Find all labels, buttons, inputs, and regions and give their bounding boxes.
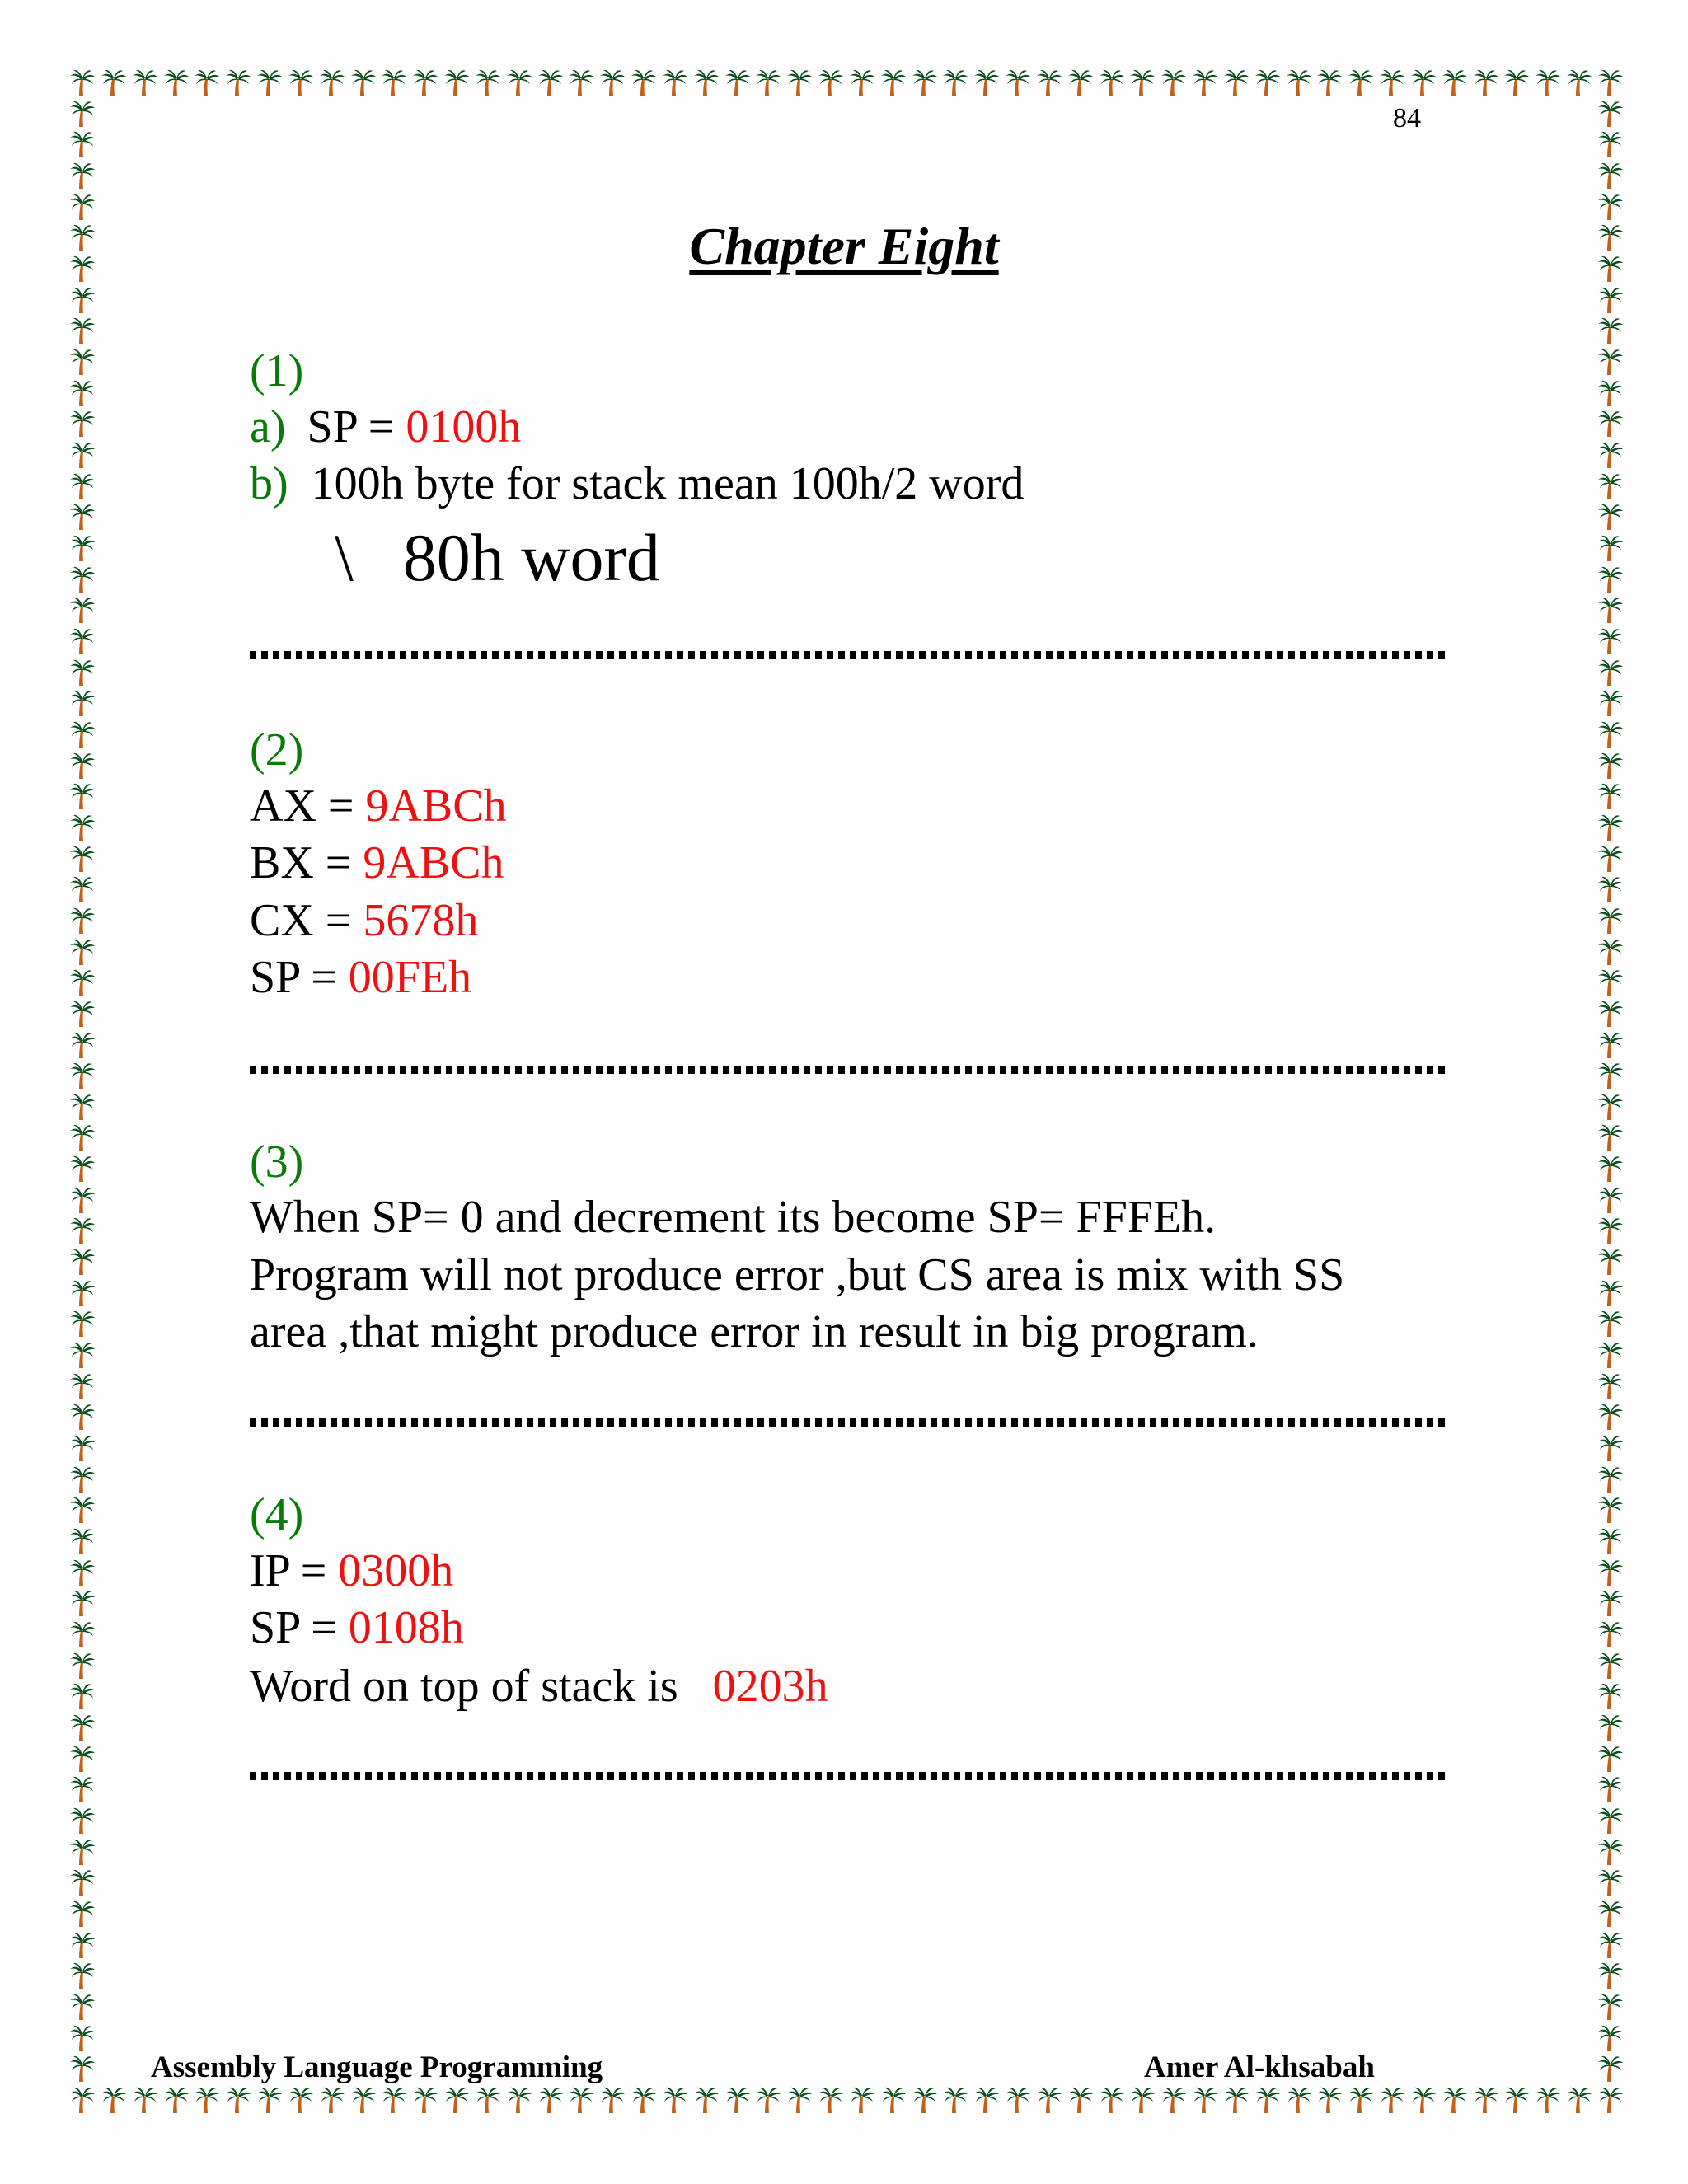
palm-tree-icon [101,2085,127,2115]
palm-tree-icon [1223,68,1250,97]
palm-tree-icon [662,68,688,97]
palm-tree-icon [163,2085,190,2115]
palm-tree-icon [1597,1465,1624,1494]
palm-tree-icon [1597,1092,1624,1122]
palm-tree-icon [1535,68,1561,97]
palm-tree-icon [69,1558,96,1587]
chapter-title: Chapter Eight [689,217,999,275]
sp-line [250,1601,464,1654]
palm-tree-icon [1597,1402,1624,1432]
palm-tree-icon [849,2085,875,2115]
register-name: BX = [250,837,363,888]
palm-tree-icon [912,68,938,97]
palm-tree-icon [69,1340,96,1370]
palm-tree-icon [69,1309,96,1338]
palm-tree-icon [818,68,844,97]
palm-tree-icon [1379,68,1405,97]
dotted-separator [250,1066,1447,1074]
ip-line [250,1544,453,1597]
register-line [250,837,504,889]
palm-tree-icon [1597,1837,1624,1867]
palm-tree-icon [1597,1930,1624,1960]
palm-tree-icon [1192,68,1218,97]
palm-tree-icon [69,595,96,625]
palm-tree-icon [1597,1216,1624,1245]
palm-tree-icon [69,502,96,532]
palm-tree-icon [163,68,190,97]
palm-tree-icon [69,1774,96,1804]
palm-tree-icon [755,2085,781,2115]
palm-tree-icon [724,68,751,97]
palm-tree-icon [1473,2085,1499,2115]
palm-tree-icon [69,1495,96,1525]
palm-tree-icon [69,999,96,1029]
answer-line: When SP= 0 and decrement its become SP= FFFEh. [250,1192,1217,1243]
palm-tree-icon [1067,2085,1094,2115]
palm-tree-icon [1597,1681,1624,1711]
palm-tree-icon [69,1154,96,1183]
palm-tree-icon [599,2085,626,2115]
palm-tree-icon [69,99,96,129]
palm-tree-icon [225,2085,251,2115]
dotted-separator [250,651,1447,659]
palm-tree-icon [1597,999,1624,1029]
palm-tree-icon [69,1278,96,1308]
palm-tree-icon [1597,688,1624,718]
palm-tree-icon [1597,751,1624,780]
palm-tree-icon [1597,2023,1624,2053]
palm-tree-icon [1597,316,1624,345]
palm-tree-icon [1597,129,1624,159]
palm-tree-icon [786,68,813,97]
palm-tree-icon [1316,68,1343,97]
palm-tree-icon [319,68,345,97]
palm-tree-icon [475,2085,501,2115]
palm-tree-icon [256,68,283,97]
palm-tree-icon [69,719,96,749]
palm-tree-icon [69,1371,96,1401]
palm-tree-icon [1597,1744,1624,1774]
palm-tree-icon [69,1713,96,1742]
palm-tree-icon [1597,99,1624,129]
palm-tree-icon [69,68,96,97]
palm-tree-icon [69,1806,96,1835]
palm-tree-icon [69,2054,96,2083]
palm-tree-icon [69,1868,96,1897]
palm-tree-icon [1597,565,1624,594]
palm-tree-icon [693,2085,720,2115]
palm-tree-icon [132,2085,158,2115]
stack-top-text: Word on top of stack is [250,1661,713,1712]
palm-tree-icon [1566,68,1592,97]
palm-tree-icon [942,2085,968,2115]
palm-tree-icon [1597,1558,1624,1587]
palm-tree-icon [443,2085,470,2115]
ip-value: 0300h [338,1545,454,1596]
palm-tree-icon [1535,2085,1561,2115]
palm-tree-icon [1254,2085,1281,2115]
palm-tree-icon [69,1619,96,1649]
dotted-separator [250,1772,1447,1780]
register-name: AX = [250,780,366,832]
palm-tree-icon [1160,68,1187,97]
palm-tree-icon [1566,2085,1592,2115]
palm-tree-icon [69,1433,96,1463]
palm-tree-icon [69,285,96,315]
question-1-label: (1) [250,345,304,396]
dotted-separator [250,1418,1447,1427]
palm-tree-icon [631,68,657,97]
palm-tree-icon [1597,906,1624,935]
palm-tree-icon [69,2085,96,2115]
palm-tree-icon [1597,968,1624,997]
question-1-a [250,401,521,453]
palm-tree-icon [1503,2085,1530,2115]
palm-tree-icon [1597,1495,1624,1525]
palm-tree-icon [381,2085,407,2115]
stack-top-value: 0203h [712,1661,828,1712]
palm-tree-icon [568,68,594,97]
palm-tree-icon [973,2085,1000,2115]
palm-tree-icon [132,68,158,97]
question-2-label: (2) [250,724,304,776]
palm-tree-icon [1597,1030,1624,1060]
palm-tree-icon [1597,1309,1624,1338]
palm-tree-icon [69,1030,96,1060]
palm-tree-icon [1597,409,1624,438]
palm-tree-icon [1442,68,1468,97]
palm-tree-icon [880,68,907,97]
palm-tree-icon [69,1930,96,1960]
palm-tree-icon [319,2085,345,2115]
palm-tree-icon [69,1837,96,1867]
palm-tree-icon [350,68,377,97]
palm-tree-icon [1597,1247,1624,1277]
palm-tree-icon [1099,2085,1125,2115]
register-line [250,780,507,832]
palm-tree-icon [1597,658,1624,687]
palm-tree-icon [1129,2085,1156,2115]
register-line [250,951,471,1004]
answer-line: area ,that might produce error in result in big program. [250,1306,1259,1357]
palm-tree-icon [69,440,96,470]
palm-tree-icon [818,2085,844,2115]
palm-tree-icon [1597,1371,1624,1401]
palm-tree-icon [69,1992,96,2022]
palm-tree-icon [1254,68,1281,97]
palm-tree-icon [1192,2085,1218,2115]
palm-tree-icon [69,1651,96,1680]
palm-tree-icon [69,937,96,967]
palm-tree-icon [1036,68,1062,97]
palm-tree-icon [69,347,96,377]
palm-tree-icon [69,2023,96,2053]
palm-tree-icon [1597,285,1624,315]
palm-tree-icon [69,906,96,935]
question-1-b [250,457,1024,510]
palm-tree-icon [1410,2085,1437,2115]
palm-tree-icon [69,688,96,718]
palm-tree-icon [443,68,470,97]
palm-tree-icon [506,2085,532,2115]
register-value: 00FEh [348,952,472,1003]
palm-tree-icon [1160,2085,1187,2115]
palm-tree-icon [1597,1433,1624,1463]
palm-tree-icon [1597,161,1624,190]
palm-tree-icon [194,2085,220,2115]
palm-tree-icon [1597,2054,1624,2083]
palm-tree-icon [755,68,781,97]
palm-tree-icon [1597,1278,1624,1308]
item-a-text: SP = [307,401,406,452]
palm-tree-icon [1597,1185,1624,1215]
palm-tree-icon [1597,844,1624,874]
footer-book-title: Assembly Language Programming [151,2050,603,2084]
palm-tree-icon [1597,502,1624,532]
palm-tree-icon [599,68,626,97]
item-a-label: a) [250,401,286,452]
palm-tree-icon [1597,378,1624,408]
palm-tree-icon [1597,1526,1624,1556]
register-value: 5678h [363,895,479,946]
palm-tree-icon [1597,1992,1624,2022]
palm-tree-icon [1597,1061,1624,1090]
palm-tree-icon [1597,1588,1624,1618]
palm-tree-icon [1597,440,1624,470]
palm-tree-icon [1597,1713,1624,1742]
footer-author: Amer Al-khsabah [1144,2050,1375,2084]
palm-tree-icon [1503,68,1530,97]
sp-value: 0108h [348,1602,464,1653]
palm-tree-icon [1597,1899,1624,1929]
palm-tree-icon [1597,1340,1624,1370]
palm-tree-icon [69,378,96,408]
palm-tree-icon [101,68,127,97]
palm-tree-icon [1129,68,1156,97]
palm-tree-icon [69,409,96,438]
palm-tree-icon [194,68,220,97]
palm-tree-icon [1286,2085,1312,2115]
palm-tree-icon [1597,595,1624,625]
palm-tree-icon [631,2085,657,2115]
palm-tree-icon [537,2085,564,2115]
palm-tree-icon [69,533,96,563]
palm-tree-icon [1379,2085,1405,2115]
palm-tree-icon [69,626,96,656]
register-value: 9ABCh [365,780,507,832]
palm-tree-icon [1442,2085,1468,2115]
palm-tree-icon [69,129,96,159]
question-1-result [335,519,660,597]
palm-tree-icon [506,68,532,97]
palm-tree-icon [1597,1619,1624,1649]
palm-tree-icon [1597,471,1624,501]
palm-tree-icon [693,68,720,97]
palm-tree-icon [69,316,96,345]
palm-tree-icon [69,813,96,842]
palm-tree-icon [724,2085,751,2115]
palm-tree-icon [1597,347,1624,377]
palm-tree-icon [1316,2085,1343,2115]
item-b-label: b) [250,458,288,509]
palm-tree-icon [69,1185,96,1215]
item-b-text: 100h byte for stack mean 100h/2 word [311,458,1025,509]
palm-tree-icon [288,2085,314,2115]
result-text: 80h word [402,520,660,595]
palm-tree-icon [1597,937,1624,967]
palm-tree-icon [412,2085,438,2115]
question-4-label: (4) [250,1489,304,1540]
palm-tree-icon [69,1092,96,1122]
palm-tree-icon [1067,68,1094,97]
register-name: SP = [250,952,349,1003]
palm-tree-icon [849,68,875,97]
palm-tree-icon [69,751,96,780]
palm-tree-icon [412,68,438,97]
palm-tree-icon [1597,813,1624,842]
palm-tree-icon [1597,533,1624,563]
palm-tree-icon [69,1247,96,1277]
palm-tree-icon [69,1061,96,1090]
palm-tree-icon [69,471,96,501]
palm-tree-icon [1223,2085,1250,2115]
palm-tree-icon [381,68,407,97]
palm-tree-icon [69,1465,96,1494]
palm-tree-icon [568,2085,594,2115]
therefore-symbol: \ [335,520,354,595]
palm-tree-icon [973,68,1000,97]
palm-tree-icon [69,1402,96,1432]
palm-tree-icon [69,1899,96,1929]
palm-tree-icon [1036,2085,1062,2115]
palm-tree-icon [69,161,96,190]
palm-tree-icon [1597,626,1624,656]
palm-tree-icon [69,844,96,874]
palm-tree-icon [69,968,96,997]
palm-tree-icon [880,2085,907,2115]
palm-tree-icon [69,565,96,594]
palm-tree-icon [1597,1154,1624,1183]
palm-tree-icon [786,2085,813,2115]
palm-tree-icon [69,874,96,904]
palm-tree-icon [1473,68,1499,97]
palm-tree-icon [1410,68,1437,97]
palm-tree-icon [69,1216,96,1245]
palm-tree-icon [1286,68,1312,97]
question-3-label: (3) [250,1137,304,1188]
palm-tree-icon [1597,1774,1624,1804]
palm-tree-icon [69,1744,96,1774]
palm-tree-icon [69,1526,96,1556]
palm-tree-icon [1597,1651,1624,1680]
palm-tree-icon [288,68,314,97]
palm-tree-icon [1597,1961,1624,1990]
palm-tree-icon [1597,874,1624,904]
palm-tree-icon [942,68,968,97]
palm-tree-icon [1348,2085,1374,2115]
palm-tree-icon [350,2085,377,2115]
palm-tree-icon [1005,2085,1031,2115]
palm-tree-icon [1597,1868,1624,1897]
palm-tree-icon [662,2085,688,2115]
palm-tree-icon [1597,781,1624,811]
palm-tree-icon [69,658,96,687]
sp-text: SP = [250,1602,349,1653]
palm-tree-icon [1597,68,1624,97]
palm-tree-icon [1597,2085,1624,2115]
answer-line: Program will not produce error ,but CS area is mix with SS [250,1249,1345,1301]
register-value: 9ABCh [363,837,504,888]
palm-tree-icon [1099,68,1125,97]
palm-tree-icon [1597,1122,1624,1152]
palm-tree-icon [69,781,96,811]
palm-tree-icon [69,1588,96,1618]
palm-tree-icon [69,1681,96,1711]
register-name: CX = [250,895,363,946]
palm-tree-icon [475,68,501,97]
palm-tree-icon [225,68,251,97]
palm-tree-icon [537,68,564,97]
palm-tree-icon [69,1961,96,1990]
palm-tree-icon [1005,68,1031,97]
stack-top-line [250,1660,828,1713]
page-number: 84 [1393,103,1421,134]
palm-tree-icon [1348,68,1374,97]
register-line [250,894,478,947]
palm-tree-icon [69,1122,96,1152]
ip-text: IP = [250,1545,339,1596]
item-a-value: 0100h [406,401,522,452]
palm-tree-icon [1597,1806,1624,1835]
palm-tree-icon [256,2085,283,2115]
palm-tree-icon [912,2085,938,2115]
palm-tree-icon [1597,719,1624,749]
